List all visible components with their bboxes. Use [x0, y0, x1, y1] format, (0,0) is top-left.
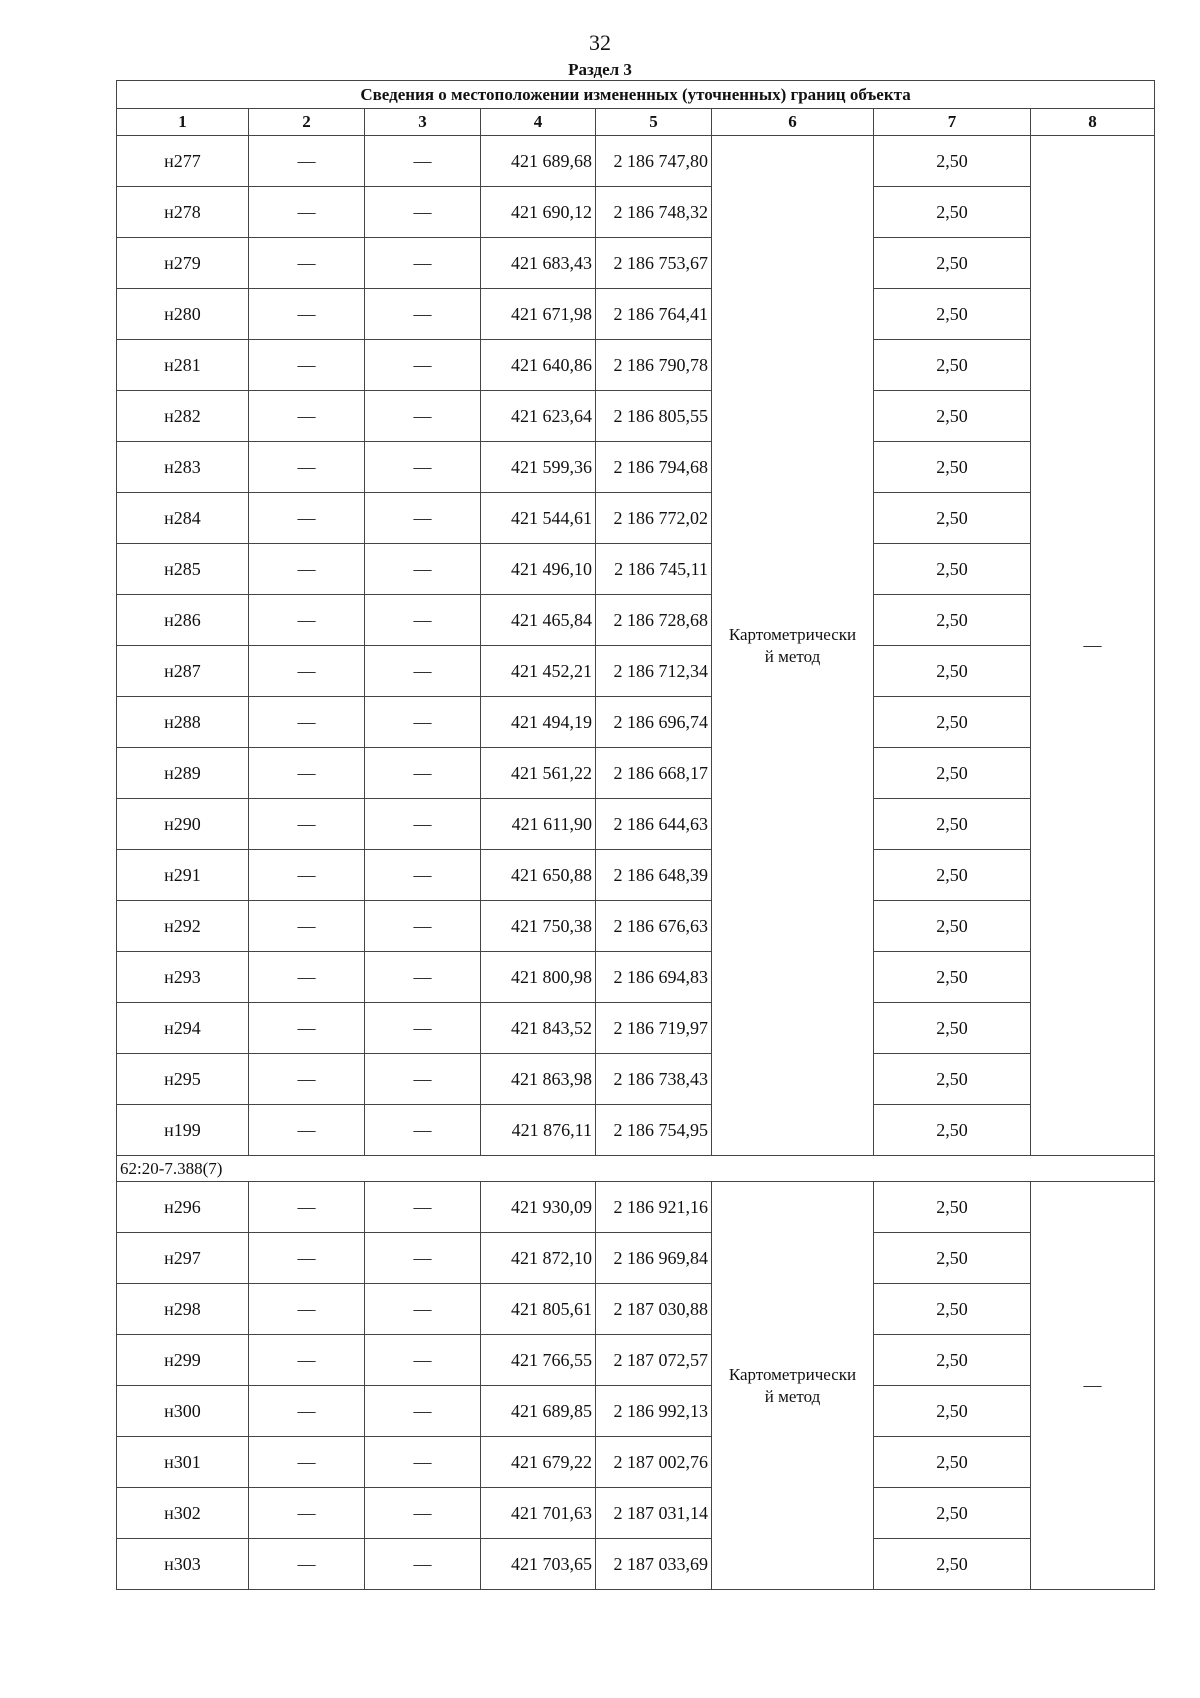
column-3-cell: —: [365, 748, 481, 799]
parcel-number-row: [117, 1156, 1155, 1182]
accuracy-cell: 2,50: [874, 1335, 1031, 1386]
coordinate-y-cell: 2 186 969,84: [596, 1233, 712, 1284]
table-row: [117, 238, 1155, 289]
column-header-5: 5: [596, 109, 712, 136]
table-row: [117, 901, 1155, 952]
coordinate-y-cell: 2 186 772,02: [596, 493, 712, 544]
accuracy-cell: 2,50: [874, 1437, 1031, 1488]
accuracy-cell: 2,50: [874, 748, 1031, 799]
coordinate-y-cell: 2 186 712,34: [596, 646, 712, 697]
column-3-cell: —: [365, 952, 481, 1003]
column-2-cell: —: [249, 1437, 365, 1488]
column-2-cell: —: [249, 1539, 365, 1590]
column-3-cell: —: [365, 595, 481, 646]
accuracy-cell: 2,50: [874, 1386, 1031, 1437]
column-2-cell: —: [249, 850, 365, 901]
accuracy-cell: 2,50: [874, 952, 1031, 1003]
column-2-cell: —: [249, 442, 365, 493]
accuracy-cell: 2,50: [874, 1488, 1031, 1539]
column-3-cell: —: [365, 850, 481, 901]
column-2-cell: —: [249, 340, 365, 391]
table-row: [117, 1003, 1155, 1054]
coordinate-y-cell: 2 186 644,63: [596, 799, 712, 850]
coordinate-y-cell: 2 186 794,68: [596, 442, 712, 493]
column-2-cell: —: [249, 1335, 365, 1386]
point-name-cell: н280: [117, 289, 249, 340]
column-3-cell: —: [365, 646, 481, 697]
method-cell: [712, 1182, 874, 1590]
coordinate-x-cell: 421 496,10: [481, 544, 596, 595]
column-3-cell: —: [365, 1386, 481, 1437]
accuracy-cell: 2,50: [874, 646, 1031, 697]
column-3-cell: —: [365, 442, 481, 493]
point-name-cell: н282: [117, 391, 249, 442]
method-text-line-1: Картометрически: [728, 1364, 857, 1384]
table-row: [117, 850, 1155, 901]
column-header-3: 3: [365, 109, 481, 136]
column-3-cell: —: [365, 1105, 481, 1156]
coordinate-y-cell: 2 186 694,83: [596, 952, 712, 1003]
accuracy-cell: 2,50: [874, 1539, 1031, 1590]
coordinate-x-cell: 421 689,68: [481, 136, 596, 187]
table-row: [117, 1284, 1155, 1335]
method-text-line-2: й метод: [764, 1386, 821, 1406]
coordinate-y-cell: 2 186 738,43: [596, 1054, 712, 1105]
accuracy-cell: 2,50: [874, 289, 1031, 340]
column-2-cell: —: [249, 952, 365, 1003]
coordinate-x-cell: 421 872,10: [481, 1233, 596, 1284]
column-3-cell: —: [365, 1539, 481, 1590]
table-row: [117, 340, 1155, 391]
coordinate-y-cell: 2 187 002,76: [596, 1437, 712, 1488]
column-3-cell: —: [365, 1054, 481, 1105]
accuracy-cell: 2,50: [874, 799, 1031, 850]
point-name-cell: н291: [117, 850, 249, 901]
point-name-cell: н288: [117, 697, 249, 748]
coordinate-y-cell: 2 186 921,16: [596, 1182, 712, 1233]
coordinate-x-cell: 421 750,38: [481, 901, 596, 952]
coordinate-x-cell: 421 494,19: [481, 697, 596, 748]
coordinate-y-cell: 2 187 031,14: [596, 1488, 712, 1539]
table-row: [117, 1488, 1155, 1539]
column-2-cell: —: [249, 748, 365, 799]
point-name-cell: н278: [117, 187, 249, 238]
column-header-2: 2: [249, 109, 365, 136]
column-header-7: 7: [874, 109, 1031, 136]
column-8-cell: —: [1031, 1182, 1155, 1590]
coordinate-x-cell: 421 544,61: [481, 493, 596, 544]
coordinate-x-cell: 421 561,22: [481, 748, 596, 799]
coordinate-x-cell: 421 843,52: [481, 1003, 596, 1054]
accuracy-cell: 2,50: [874, 442, 1031, 493]
boundary-coordinates-table: [116, 80, 1155, 1590]
column-3-cell: —: [365, 136, 481, 187]
point-name-cell: н296: [117, 1182, 249, 1233]
table-row: [117, 748, 1155, 799]
column-3-cell: —: [365, 238, 481, 289]
accuracy-cell: 2,50: [874, 544, 1031, 595]
column-3-cell: —: [365, 1182, 481, 1233]
parcel-number: 62:20-7.388(7): [117, 1156, 1155, 1182]
column-2-cell: —: [249, 1233, 365, 1284]
accuracy-cell: 2,50: [874, 238, 1031, 289]
coordinate-y-cell: 2 186 748,32: [596, 187, 712, 238]
point-name-cell: н289: [117, 748, 249, 799]
table-caption: Сведения о местоположении измененных (уточненных) границ объекта: [117, 81, 1155, 109]
coordinate-y-cell: 2 186 719,97: [596, 1003, 712, 1054]
accuracy-cell: 2,50: [874, 493, 1031, 544]
column-3-cell: —: [365, 1437, 481, 1488]
coordinate-x-cell: 421 690,12: [481, 187, 596, 238]
column-2-cell: —: [249, 1054, 365, 1105]
coordinate-y-cell: 2 186 696,74: [596, 697, 712, 748]
table-row: [117, 595, 1155, 646]
column-3-cell: —: [365, 799, 481, 850]
method-text-line-1: Картометрически: [728, 624, 857, 644]
point-name-cell: н277: [117, 136, 249, 187]
table-caption-row: [117, 81, 1155, 109]
coordinate-y-cell: 2 186 676,63: [596, 901, 712, 952]
table-row: [117, 646, 1155, 697]
point-name-cell: н285: [117, 544, 249, 595]
column-header-6: 6: [712, 109, 874, 136]
column-3-cell: —: [365, 1284, 481, 1335]
column-2-cell: —: [249, 1488, 365, 1539]
coordinate-x-cell: 421 683,43: [481, 238, 596, 289]
column-2-cell: —: [249, 187, 365, 238]
coordinate-y-cell: 2 186 992,13: [596, 1386, 712, 1437]
coordinate-x-cell: 421 800,98: [481, 952, 596, 1003]
column-2-cell: —: [249, 595, 365, 646]
accuracy-cell: 2,50: [874, 1105, 1031, 1156]
accuracy-cell: 2,50: [874, 187, 1031, 238]
coordinate-x-cell: 421 650,88: [481, 850, 596, 901]
column-3-cell: —: [365, 340, 481, 391]
coordinate-y-cell: 2 186 754,95: [596, 1105, 712, 1156]
column-2-cell: —: [249, 238, 365, 289]
column-3-cell: —: [365, 187, 481, 238]
column-2-cell: —: [249, 1105, 365, 1156]
table-row: [117, 391, 1155, 442]
column-2-cell: —: [249, 493, 365, 544]
table-row: [117, 697, 1155, 748]
coordinate-y-cell: 2 186 805,55: [596, 391, 712, 442]
point-name-cell: н295: [117, 1054, 249, 1105]
table-row: [117, 1539, 1155, 1590]
coordinate-x-cell: 421 465,84: [481, 595, 596, 646]
coordinate-x-cell: 421 599,36: [481, 442, 596, 493]
accuracy-cell: 2,50: [874, 697, 1031, 748]
table-row: [117, 1335, 1155, 1386]
section-title: Раздел 3: [568, 60, 632, 79]
column-3-cell: —: [365, 391, 481, 442]
accuracy-cell: 2,50: [874, 1233, 1031, 1284]
point-name-cell: н284: [117, 493, 249, 544]
coordinate-y-cell: 2 186 764,41: [596, 289, 712, 340]
coordinate-x-cell: 421 876,11: [481, 1105, 596, 1156]
column-3-cell: —: [365, 901, 481, 952]
point-name-cell: н302: [117, 1488, 249, 1539]
coordinate-y-cell: 2 187 033,69: [596, 1539, 712, 1590]
column-2-cell: —: [249, 901, 365, 952]
coordinate-x-cell: 421 611,90: [481, 799, 596, 850]
column-3-cell: —: [365, 1233, 481, 1284]
coordinate-x-cell: 421 689,85: [481, 1386, 596, 1437]
coordinate-x-cell: 421 766,55: [481, 1335, 596, 1386]
column-3-cell: —: [365, 1335, 481, 1386]
point-name-cell: н301: [117, 1437, 249, 1488]
column-3-cell: —: [365, 697, 481, 748]
accuracy-cell: 2,50: [874, 901, 1031, 952]
table-row: [117, 1386, 1155, 1437]
coordinate-x-cell: 421 679,22: [481, 1437, 596, 1488]
column-3-cell: —: [365, 1488, 481, 1539]
column-2-cell: —: [249, 289, 365, 340]
point-name-cell: н297: [117, 1233, 249, 1284]
table-row: [117, 1437, 1155, 1488]
column-3-cell: —: [365, 544, 481, 595]
coordinate-y-cell: 2 186 668,17: [596, 748, 712, 799]
accuracy-cell: 2,50: [874, 391, 1031, 442]
table-row: [117, 187, 1155, 238]
coordinate-y-cell: 2 186 745,11: [596, 544, 712, 595]
point-name-cell: н287: [117, 646, 249, 697]
column-3-cell: —: [365, 289, 481, 340]
column-2-cell: —: [249, 544, 365, 595]
table-body: [117, 81, 1155, 1590]
table-row: [117, 442, 1155, 493]
accuracy-cell: 2,50: [874, 1284, 1031, 1335]
accuracy-cell: 2,50: [874, 340, 1031, 391]
table-row: [117, 799, 1155, 850]
coordinate-x-cell: 421 703,65: [481, 1539, 596, 1590]
accuracy-cell: 2,50: [874, 1054, 1031, 1105]
point-name-cell: н281: [117, 340, 249, 391]
column-header-row: [117, 109, 1155, 136]
coordinate-x-cell: 421 452,21: [481, 646, 596, 697]
point-name-cell: н299: [117, 1335, 249, 1386]
coordinate-y-cell: 2 186 728,68: [596, 595, 712, 646]
accuracy-cell: 2,50: [874, 850, 1031, 901]
coordinate-x-cell: 421 671,98: [481, 289, 596, 340]
table-row: [117, 1105, 1155, 1156]
point-name-cell: н279: [117, 238, 249, 289]
coordinate-y-cell: 2 186 753,67: [596, 238, 712, 289]
coordinate-x-cell: 421 930,09: [481, 1182, 596, 1233]
table-row: [117, 136, 1155, 187]
column-8-cell: —: [1031, 136, 1155, 1156]
column-2-cell: —: [249, 136, 365, 187]
column-3-cell: —: [365, 493, 481, 544]
coordinate-y-cell: 2 186 747,80: [596, 136, 712, 187]
column-header-1: 1: [117, 109, 249, 136]
column-header-4: 4: [481, 109, 596, 136]
coordinate-x-cell: 421 640,86: [481, 340, 596, 391]
column-2-cell: —: [249, 391, 365, 442]
column-3-cell: —: [365, 1003, 481, 1054]
point-name-cell: н294: [117, 1003, 249, 1054]
column-2-cell: —: [249, 1386, 365, 1437]
accuracy-cell: 2,50: [874, 136, 1031, 187]
coordinate-y-cell: 2 187 030,88: [596, 1284, 712, 1335]
coordinate-y-cell: 2 186 790,78: [596, 340, 712, 391]
column-2-cell: —: [249, 646, 365, 697]
table-row: [117, 952, 1155, 1003]
column-header-8: 8: [1031, 109, 1155, 136]
column-2-cell: —: [249, 799, 365, 850]
point-name-cell: н300: [117, 1386, 249, 1437]
table-row: [117, 1054, 1155, 1105]
point-name-cell: н292: [117, 901, 249, 952]
table-row: [117, 1182, 1155, 1233]
coordinate-y-cell: 2 187 072,57: [596, 1335, 712, 1386]
coordinate-x-cell: 421 623,64: [481, 391, 596, 442]
method-cell: [712, 136, 874, 1156]
point-name-cell: н298: [117, 1284, 249, 1335]
column-2-cell: —: [249, 1003, 365, 1054]
point-name-cell: н290: [117, 799, 249, 850]
page-number: 32: [589, 30, 611, 55]
point-name-cell: н283: [117, 442, 249, 493]
accuracy-cell: 2,50: [874, 1003, 1031, 1054]
coordinate-x-cell: 421 701,63: [481, 1488, 596, 1539]
table-row: [117, 1233, 1155, 1284]
coordinate-y-cell: 2 186 648,39: [596, 850, 712, 901]
accuracy-cell: 2,50: [874, 595, 1031, 646]
table-row: [117, 544, 1155, 595]
coordinate-x-cell: 421 805,61: [481, 1284, 596, 1335]
column-2-cell: —: [249, 697, 365, 748]
point-name-cell: н293: [117, 952, 249, 1003]
accuracy-cell: 2,50: [874, 1182, 1031, 1233]
table-row: [117, 493, 1155, 544]
coordinate-x-cell: 421 863,98: [481, 1054, 596, 1105]
point-name-cell: н199: [117, 1105, 249, 1156]
point-name-cell: н303: [117, 1539, 249, 1590]
column-2-cell: —: [249, 1284, 365, 1335]
table-row: [117, 289, 1155, 340]
point-name-cell: н286: [117, 595, 249, 646]
method-text-line-2: й метод: [764, 646, 821, 666]
column-2-cell: —: [249, 1182, 365, 1233]
